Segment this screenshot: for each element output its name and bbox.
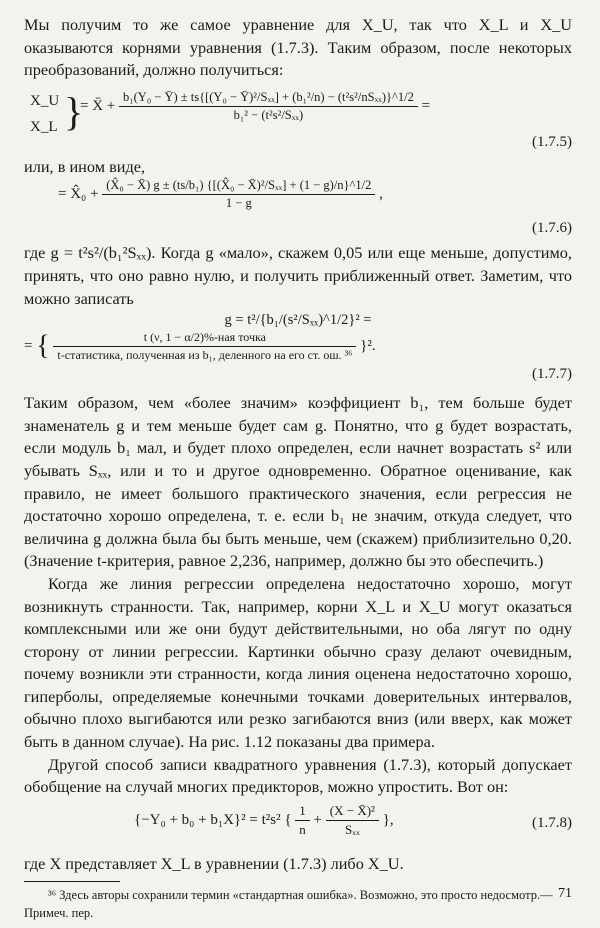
eq177-denominator: t-статистика, полученная из b₁, деленного на его ст. ош. ³⁶ [57,348,353,363]
eq178-frac2-num: (X − X̄)² [326,803,379,821]
equation-1-7-5 [24,84,572,154]
eq176-numerator: (X̂₀ − X̄) g ± (ts/b₁) {[(X̂₀ − X̄)²/Sₓₓ] + (1 − g)/n}^1/2 [102,178,375,195]
eq177-line1: g = t²/{b₁/(s²/Sₓₓ)^1/2}² = [224,312,372,329]
eq175-brace: } [64,88,84,134]
eq178-frac1 [295,803,310,838]
eq175-number: (1.7.5) [532,133,572,150]
eq176-lead: = X̂₀ + [58,186,99,203]
eq175-lhs-bottom: X_L [30,118,58,135]
para-where: где X представляет X_L в уравнении (1.7.3) либо X_U. [24,853,404,873]
eq175-numerator: b₁(Y₀ − Ȳ) ± ts{[(Y₀ − Ȳ)²/Sₓₓ] + (b₁²/n) − (t²s²/nSₓₓ)}^1/2 [119,90,418,107]
eq178-frac2 [326,803,379,838]
eq177-tail: }². [360,338,376,355]
equation-1-7-7 [24,310,572,388]
eq175-denominator: b₁² − (t²s²/Sₓₓ) [233,107,304,122]
eq176-fraction [102,178,375,211]
eq177-fraction [53,330,356,363]
eq177-numerator: t (ν, 1 − α/2)%-ная точка [53,330,356,347]
footnote-36: ³⁶ Здесь авторы сохранили термин «стандартная ошибка». Возможно, это просто недосмотр.— Примеч. пер. [24,888,553,921]
eq178-plus: + [313,811,323,828]
eq177-open-brace: { [36,330,50,362]
eq177-lead: = [24,338,33,355]
equation-1-7-8 [24,803,572,853]
eq178-number: (1.7.8) [532,814,572,831]
eq176-tail: , [379,186,383,203]
para-other: Другой способ записи квадратного уравнения (1.7.3), который допускает обобщение на случай многих предикторов, можно упростить. Вот он: [24,754,572,797]
para-weird: Когда же линия регрессии определена недостаточно хорошо, могут возникнуть странности. Так, например, корни X_L и X_U могут оказаться комплексными или же они будут действительными, но оба лягут по одну сторону от линии регрессии. Картинки обычно сразу делают очевидным, почему возникли эти странности, когда линия оценена недостаточно хорошо, гиперболы, определяемые конечными точками доверительных интервалов, обычно плохо выгибаются или резко загибаются вниз (или вверх, как может быть в данном случае). На рис. 1.12 показаны два примера. [24,573,572,752]
para-g-definition: где g = t²s²/(b₁²Sₓₓ). Когда g «мало», скажем 0,05 или еще меньше, допустимо, принять, что оно равно нулю, и получить приближенный ответ. Заметим, что можно записать [24,243,572,308]
page-number: 71 [558,886,572,901]
eq175-fraction [119,90,418,123]
eq175-tail: = [421,97,431,114]
eq177-number: (1.7.7) [532,366,572,383]
eq178-lhs: {−Y₀ + b₀ + b₁X}² = t²s² { [134,811,292,828]
eq176-denominator: 1 − g [225,196,252,211]
eq178-frac1-num: 1 [295,803,310,821]
eq178-frac1-den: n [299,821,306,837]
para-main: Таким образом, чем «более значим» коэффициент b₁, тем больше будет знаменатель g и тем меньше будет сам g. Понятно, что g будет возрастать, если модуль b₁ мал, и будет плохо определен, если начнет возрастать s² или убывать Sₓₓ, или и то и другое одновременно. Обратное оценивание, как правило, не имеет большого практического значения, если регрессия не достаточно хорошо определена, т. е. если b₁ не значим, откуда следует, что величина g должна была бы быть меньше, чем (скажем) приблизительно 0,20. (Значение t-критерия, равное 2,236, например, должно бы это обеспечить.) [24,393,572,571]
or-text: или, в ином виде, [24,156,146,176]
intro-paragraph: Мы получим то же самое уравнение для X_U, так что X_L и X_U оказываются корнями уравнения (1.7.3). Таким образом, после некоторых преобразований, должно получиться: [24,15,572,80]
footnote-divider [24,881,120,882]
eq175-lhs-top: X_U [30,92,60,109]
eq176-number: (1.7.6) [532,220,572,237]
eq178-frac2-den: Sₓₓ [344,821,360,837]
eq175-rhs-lead: = X̄ + [80,97,116,114]
equation-1-7-6 [24,178,572,238]
page-body [24,14,572,922]
eq178-tail: }, [382,811,394,828]
